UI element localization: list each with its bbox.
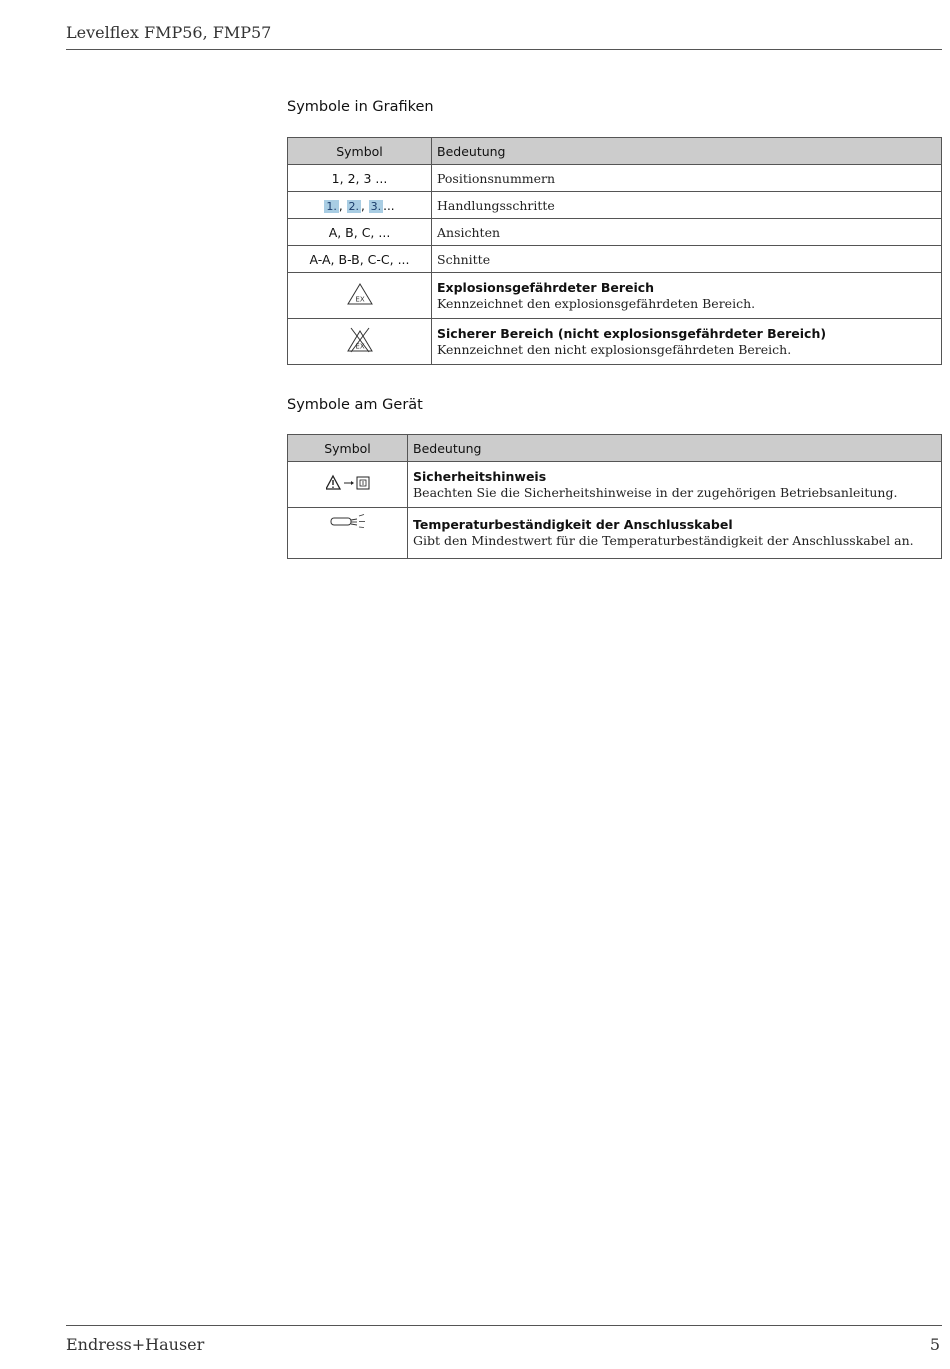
cable-temperature-icon [330,514,366,528]
page-footer [66,1325,942,1366]
symbol-cell: 1, 2, 3 ... [288,165,432,192]
safety-instruction-icon [326,474,370,492]
ex-label: EX [354,295,365,304]
graphics-symbols-table [287,137,942,365]
table-row [288,508,942,559]
step-separator: , [338,198,343,213]
symbol-cell [288,192,432,219]
meaning-title: Sicherheitshinweis [413,468,547,484]
column-header-symbol: Symbol [288,138,432,165]
meaning-description: Gibt den Mindestwert für die Temperaturbeständigkeit der Anschlusskabel an. [413,533,914,548]
ex-safe-area-icon [347,327,373,353]
footer-brand: Endress+Hauser [66,1335,205,1354]
meaning-cell: Handlungsschritte [432,192,942,219]
ex-hazardous-area-icon [347,283,373,305]
table-row [288,462,942,508]
table-row [288,192,942,219]
meaning-title: Sicherer Bereich (nicht explosionsgefährdeter Bereich) [437,325,827,341]
meaning-cell [408,508,942,559]
column-header-symbol: Symbol [288,435,408,462]
meaning-description: Beachten Sie die Sicherheitshinweise in der zugehörigen Betriebsanleitung. [413,484,898,500]
meaning-cell: Schnitte [432,246,942,273]
step-ellipsis: ... [383,198,395,213]
ex-label: EX [354,342,365,351]
page-number: 5 [929,1335,940,1354]
meaning-cell [432,319,942,365]
section-title-device-symbols: Symbole am Gerät [287,397,423,413]
step-badge: 2. [348,199,360,213]
table-row [288,165,942,192]
column-header-meaning: Bedeutung [408,435,942,462]
page-header [66,18,942,50]
device-symbols-table [287,434,942,559]
meaning-title: Temperaturbeständigkeit der Anschlusskabel [413,517,733,532]
symbol-cell: A, B, C, ... [288,219,432,246]
step-numbers [324,199,394,213]
document-title: Levelflex FMP56, FMP57 [66,23,272,42]
meaning-cell: Ansichten [432,219,942,246]
symbol-cell: A-A, B-B, C-C, ... [288,246,432,273]
table-row [288,219,942,246]
table-row [288,246,942,273]
symbol-cell [288,273,432,319]
symbol-cell [288,462,408,508]
meaning-description: Kennzeichnet den nicht explosionsgefährdeten Bereich. [437,341,792,357]
step-separator: , [361,198,365,213]
step-badge: 1. [326,199,337,213]
table-row [288,319,942,365]
meaning-cell [408,462,942,508]
step-badge: 3. [370,199,382,213]
table-header-row [288,138,942,165]
meaning-description: Kennzeichnet den explosionsgefährdeten Bereich. [437,295,756,311]
column-header-meaning: Bedeutung [432,138,942,165]
section-title-graphics-symbols: Symbole in Grafiken [287,99,434,115]
table-row [288,273,942,319]
symbol-cell [288,508,408,559]
meaning-cell: Positionsnummern [432,165,942,192]
table-header-row [288,435,942,462]
meaning-cell [432,273,942,319]
meaning-title: Explosionsgefährdeter Bereich [437,279,655,295]
symbol-cell [288,319,432,365]
